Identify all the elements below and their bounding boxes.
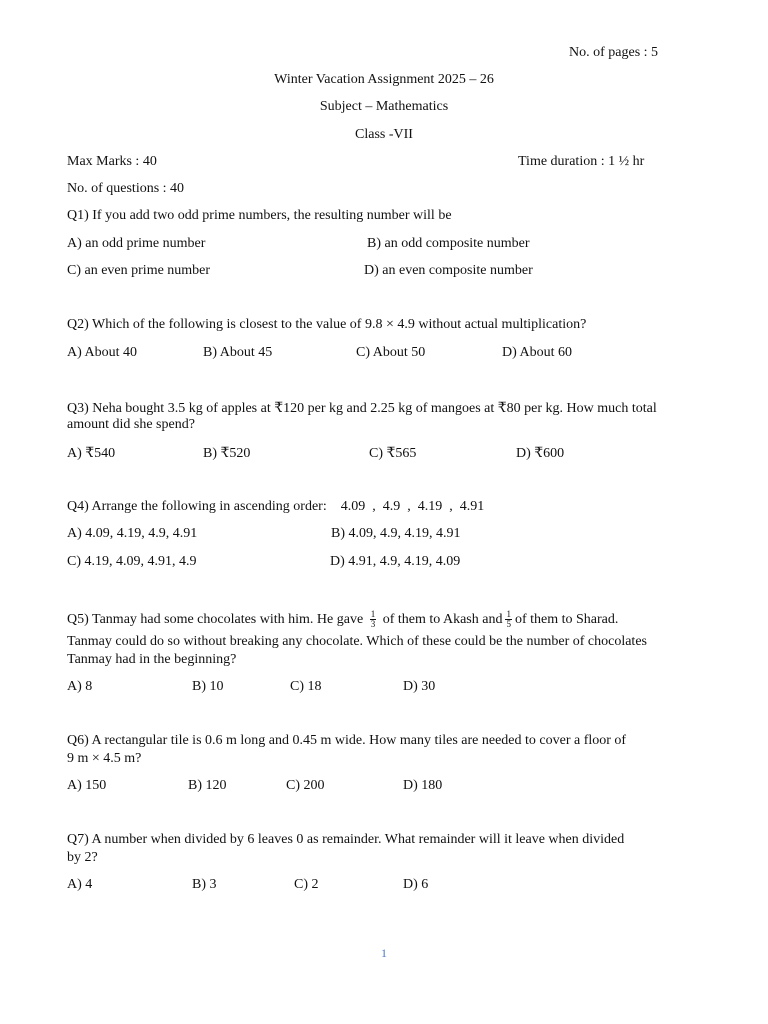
question-count: No. of questions : 40 (67, 181, 185, 196)
question-text: Q4) Arrange the following in ascending order: 4.09 , 4.9 , 4.19 , 4.91 (67, 499, 485, 514)
fraction-denominator: 3 (370, 619, 376, 630)
question-text-cont: Tanmay had in the beginning? (67, 652, 237, 667)
option-c: C) About 50 (356, 345, 426, 360)
option-a: A) 4 (67, 877, 93, 892)
option-d: D) ₹600 (516, 446, 565, 461)
question-text-part: of them to Akash and (382, 612, 503, 627)
question-text: Q3) Neha bought 3.5 kg of apples at ₹120 per kg and 2.25 kg of mangoes at ₹80 per kg. How much total (67, 401, 657, 416)
option-b: B) 120 (188, 778, 227, 793)
question-text-cont: 9 m × 4.5 m? (67, 751, 142, 766)
question-text: Q1) If you add two odd prime numbers, the resulting number will be (67, 208, 452, 223)
option-d: D) 180 (403, 778, 443, 793)
option-c: C) 18 (290, 679, 322, 694)
option-d: D) About 60 (502, 345, 572, 360)
option-c: C) 4.19, 4.09, 4.91, 4.9 (67, 554, 197, 569)
page-number: 1 (381, 946, 387, 960)
page-count: No. of pages : 5 (569, 45, 659, 60)
subject-line: Subject – Mathematics (319, 99, 449, 114)
question-text-cont: amount did she spend? (67, 417, 195, 432)
option-b: B) About 45 (203, 345, 273, 360)
question-text-cont: Tanmay could do so without breaking any chocolate. Which of these could be the number of chocolates (67, 634, 647, 649)
question-text-part: of them to Sharad. (514, 612, 619, 627)
fraction-one-third (370, 610, 377, 629)
fraction-one-fifth (505, 610, 512, 629)
option-c: C) an even prime number (67, 263, 211, 278)
option-a: A) 150 (67, 778, 107, 793)
fraction-denominator: 5 (506, 619, 511, 630)
max-marks: Max Marks : 40 (67, 154, 157, 169)
time-duration: Time duration : 1 ½ hr (518, 154, 645, 169)
option-a: A) an odd prime number (67, 236, 206, 251)
option-b: B) 4.09, 4.9, 4.19, 4.91 (331, 526, 461, 541)
option-c: C) 2 (294, 877, 319, 892)
class-line: Class -VII (355, 127, 413, 142)
option-c: C) 200 (286, 778, 325, 793)
option-d: D) 6 (403, 877, 429, 892)
question-text (67, 606, 618, 634)
option-b: B) ₹520 (203, 446, 251, 461)
fraction-numerator: 1 (506, 609, 511, 620)
fraction-numerator: 1 (370, 609, 376, 620)
option-d: D) 4.91, 4.9, 4.19, 4.09 (330, 554, 461, 569)
option-d: D) 30 (403, 679, 436, 694)
option-a: A) ₹540 (67, 446, 116, 461)
option-b: B) an odd composite number (367, 236, 530, 251)
option-a: A) 4.09, 4.19, 4.9, 4.91 (67, 526, 198, 541)
question-text-part: Q5) Tanmay had some chocolates with him. He gave (67, 612, 364, 627)
option-c: C) ₹565 (369, 446, 417, 461)
assignment-title: Winter Vacation Assignment 2025 – 26 (274, 72, 494, 87)
question-text: Q6) A rectangular tile is 0.6 m long and 0.45 m wide. How many tiles are needed to cover a floor of (67, 733, 627, 748)
option-d: D) an even composite number (364, 263, 533, 278)
question-text: Q2) Which of the following is closest to the value of 9.8 × 4.9 without actual multiplication? (67, 317, 587, 332)
option-b: B) 3 (192, 877, 217, 892)
question-text-cont: by 2? (67, 850, 98, 865)
option-a: A) About 40 (67, 345, 137, 360)
question-text: Q7) A number when divided by 6 leaves 0 as remainder. What remainder will it leave when divided (67, 832, 625, 847)
option-a: A) 8 (67, 679, 93, 694)
option-b: B) 10 (192, 679, 224, 694)
